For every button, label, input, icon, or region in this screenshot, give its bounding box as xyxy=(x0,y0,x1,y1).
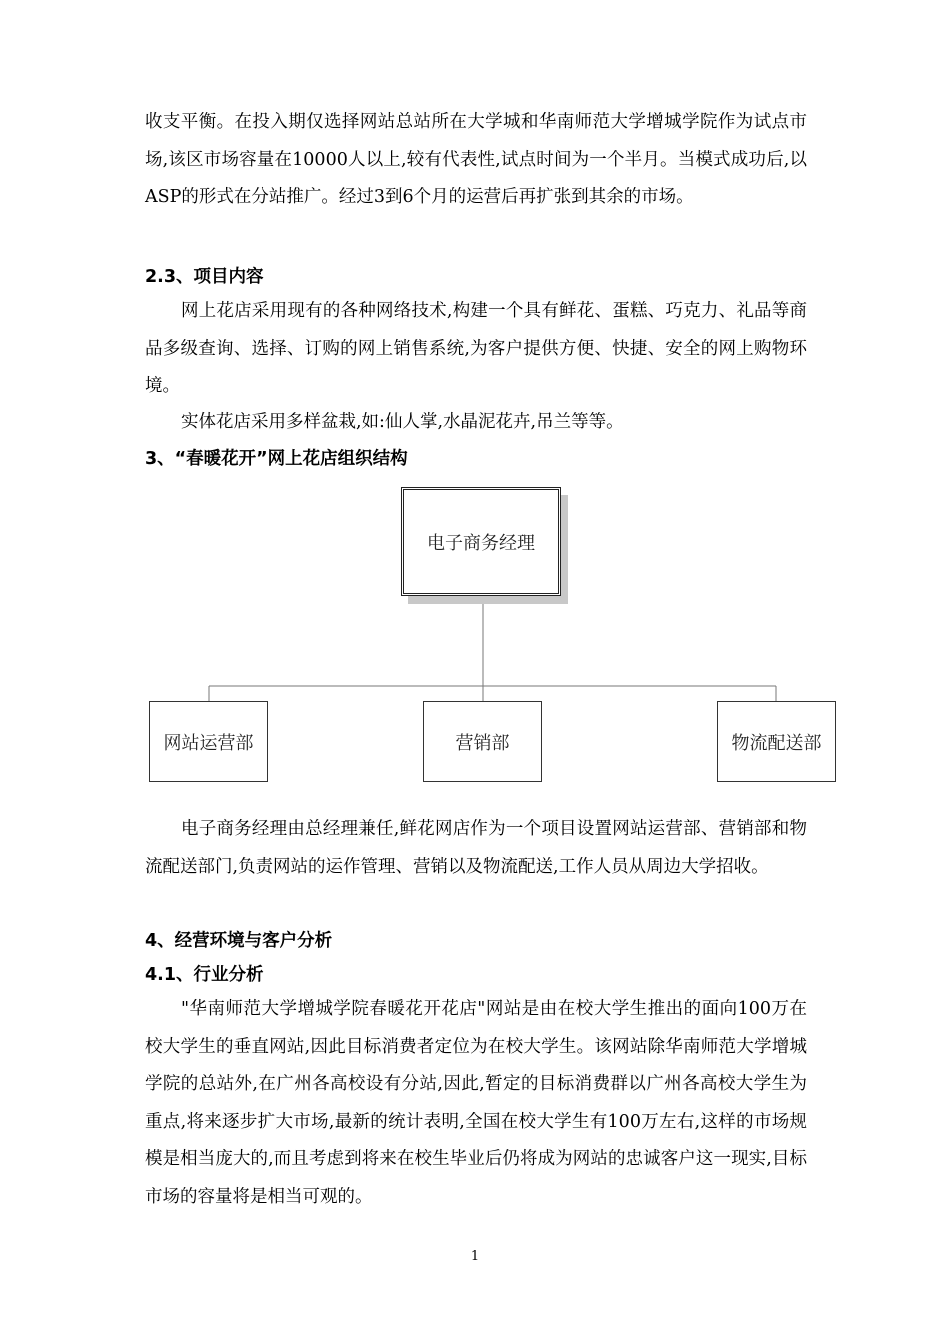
paragraph-org-description: 电子商务经理由总经理兼任,鲜花网店作为一个项目设置网站运营部、营销部和物流配送部门,负责网站的运作管理、营销以及物流配送,工作人员从周边大学招收。 xyxy=(145,819,807,877)
org-box-website-operations: 网站运营部 xyxy=(149,701,268,782)
org-box-marketing: 营销部 xyxy=(423,701,542,782)
paragraph-intro: 收支平衡。在投入期仅选择网站总站所在大学城和华南师范大学增城学院作为试点市场,该区市场容量在10000人以上,较有代表性,试点时间为一个半月。当模式成功后,以ASP的形式在分站推广。经过3到6个月的运营后再扩张到其余的市场。 xyxy=(145,112,807,207)
heading-2-3: 2.3、项目内容 xyxy=(145,267,264,287)
org-box-ecommerce-manager: 电子商务经理 xyxy=(401,487,561,596)
heading-4-business-environment: 4、经营环境与客户分析 xyxy=(145,931,333,951)
paragraph-industry-analysis: "华南师范大学增城学院春暖花开花店"网站是由在校大学生推出的面向100万在校大学生的垂直网站,因此目标消费者定位为在校大学生。该网站除华南师范大学增城学院的总站外,在广州各高校设有分站,因此,暂定的目标消费群以广州各高校大学生为重点,将来逐步扩大市场,最新的统计表明,全国在校大学生有100万左右,这样的市场规模是相当庞大的,而且考虑到将来在校生毕业后仍将成为网站的忠诚客户这一现实,目标市场的容量将是相当可观的。 xyxy=(145,999,807,1207)
heading-3-org-structure: 3、“春暖花开”网上花店组织结构 xyxy=(145,449,408,469)
heading-4-1-industry-analysis: 4.1、行业分析 xyxy=(145,965,264,985)
page-number: 1 xyxy=(470,1249,480,1264)
paragraph-physical-store: 实体花店采用多样盆栽,如:仙人掌,水晶泥花卉,吊兰等等。 xyxy=(181,412,624,432)
paragraph-project-content: 网上花店采用现有的各种网络技术,构建一个具有鲜花、蛋糕、巧克力、礼品等商品多级查询、选择、订购的网上销售系统,为客户提供方便、快捷、安全的网上购物环境。 xyxy=(145,301,807,396)
org-box-logistics: 物流配送部 xyxy=(717,701,836,782)
